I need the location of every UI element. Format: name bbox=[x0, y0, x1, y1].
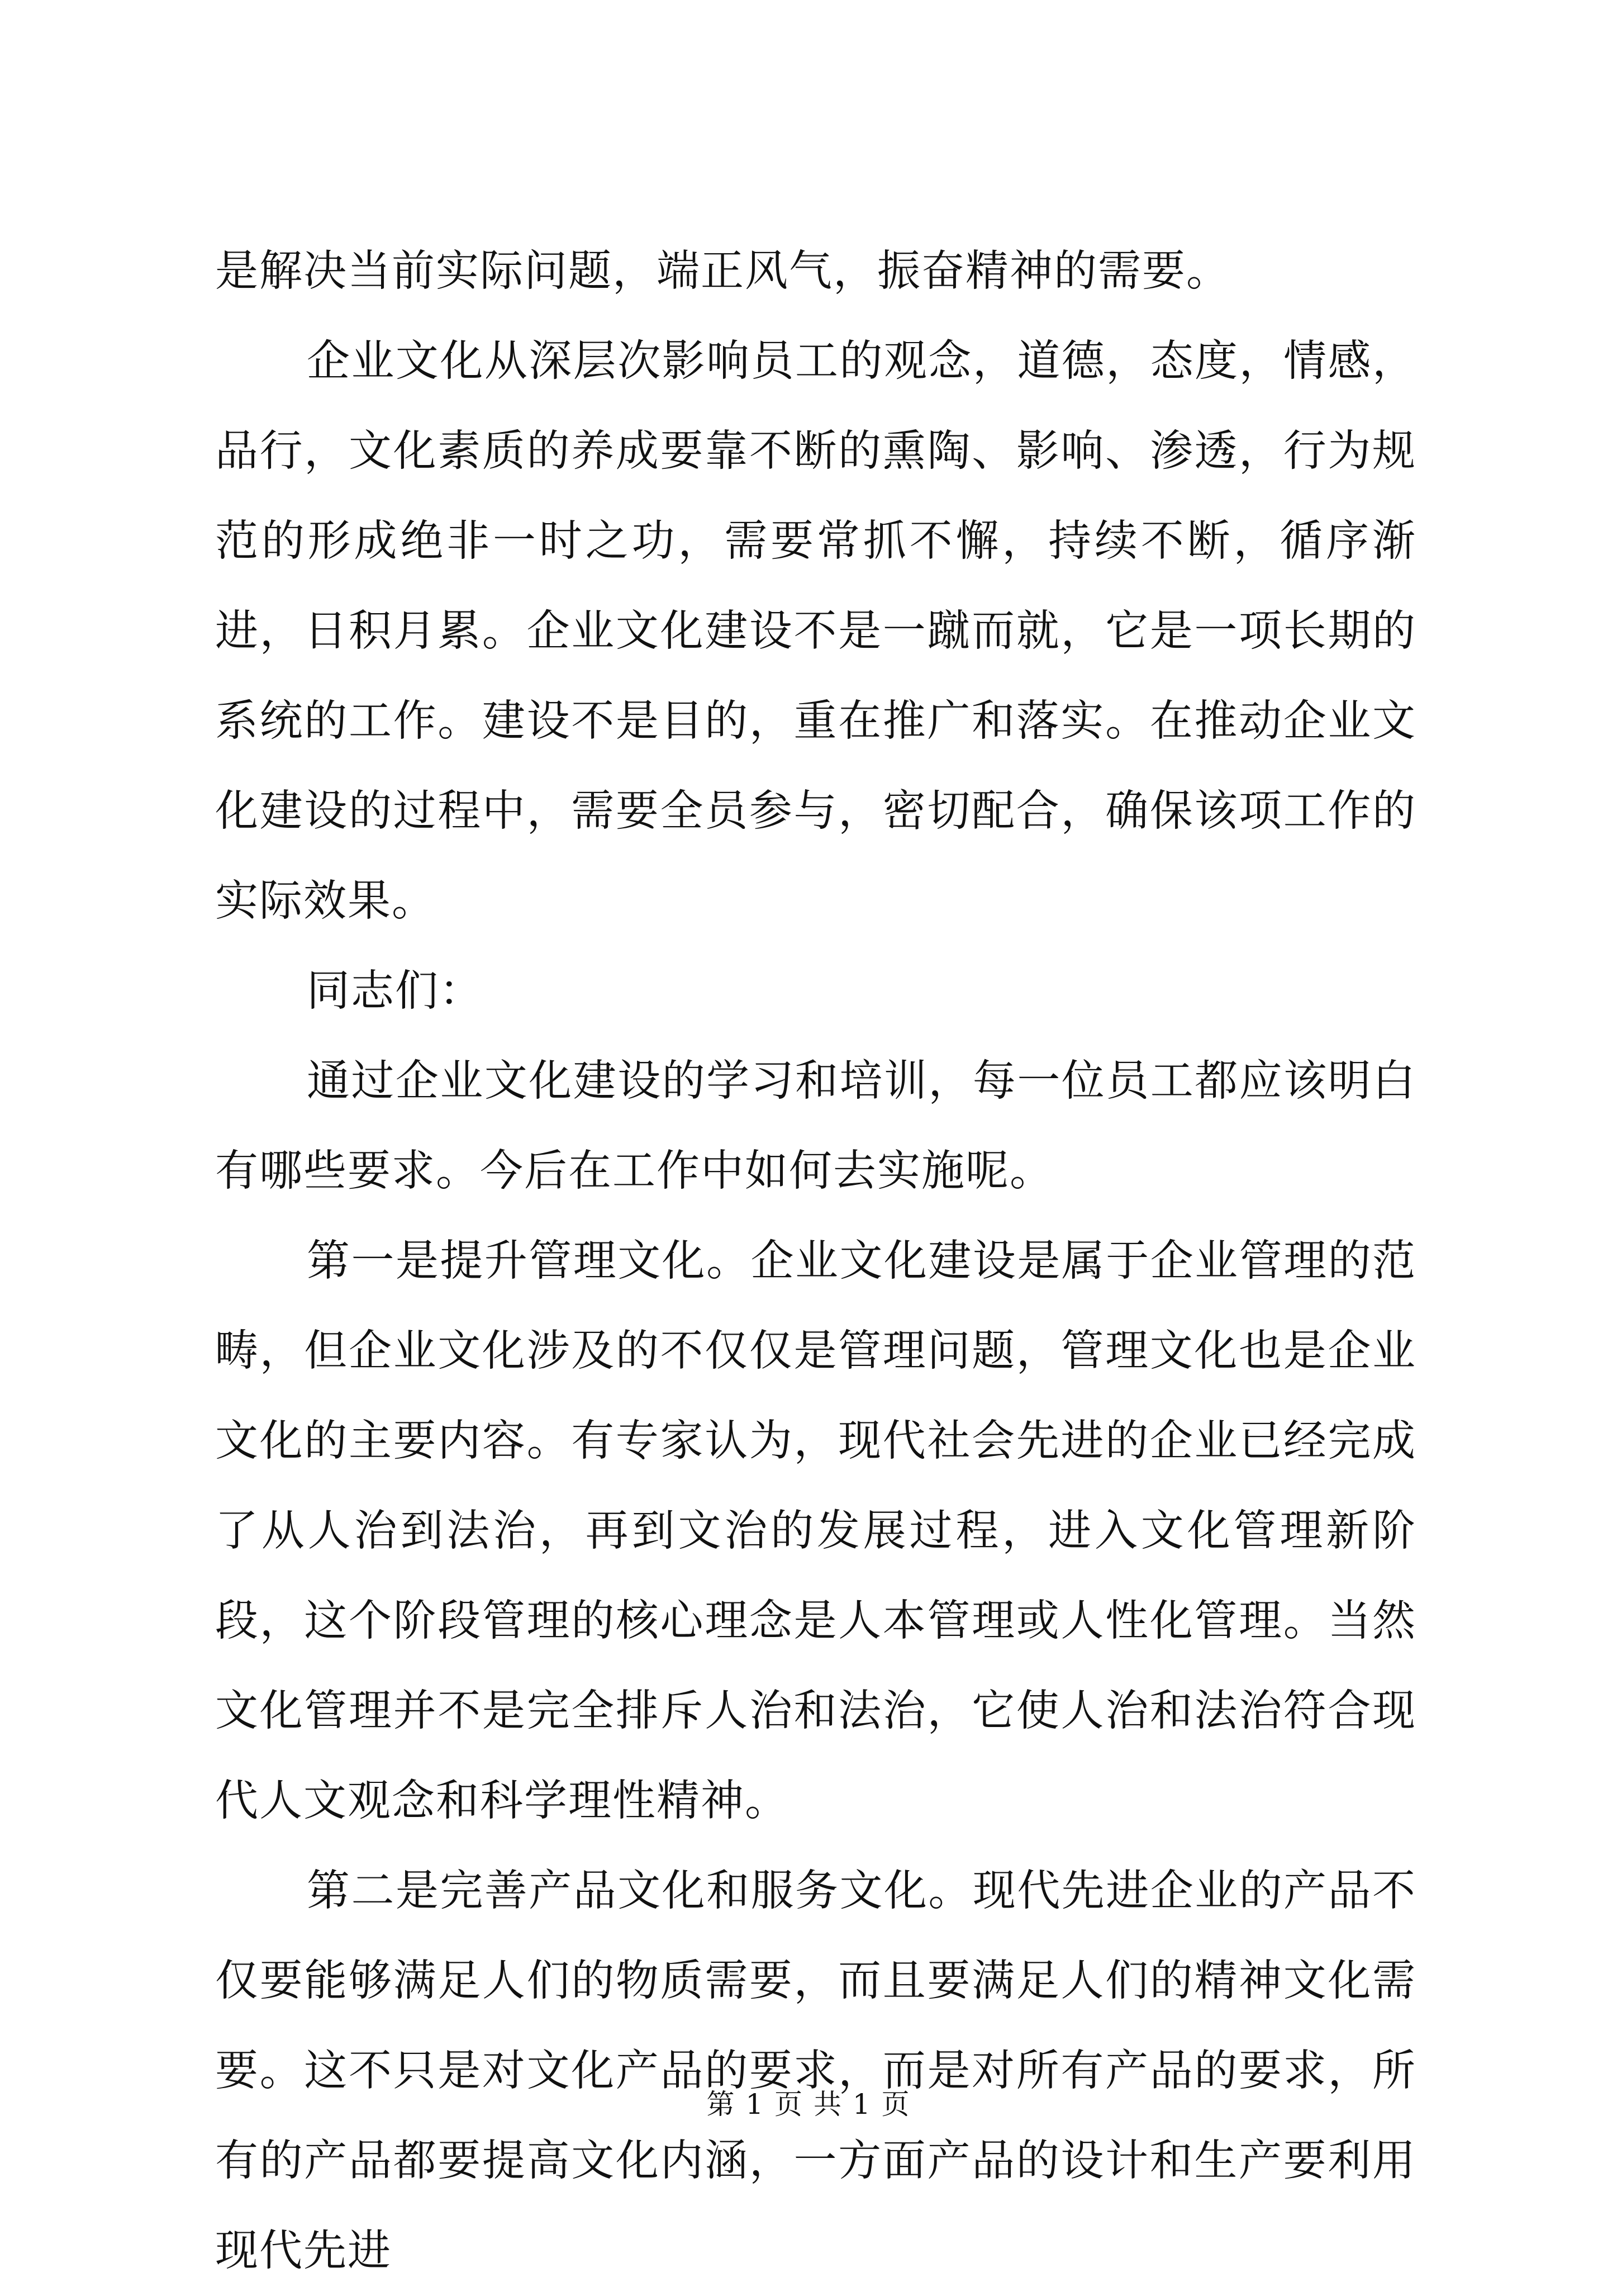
paragraph: 企业文化从深层次影响员工的观念，道德，态度，情感，品行，文化素质的养成要靠不断的熏陶、影响、渗透，行为规范的形成绝非一时之功，需要常抓不懈，持续不断，循序渐进，日积月累。企业文化建设不是一蹴而就，它是一项长期的系统的工作。建设不是目的，重在推广和落实。在推动企业文化建设的过程中，需要全员参与，密切配合，确保该项工作的实际效果。 bbox=[215, 336, 1416, 926]
body-text bbox=[215, 226, 1416, 2296]
page-footer: 第 1 页 共 1 页 bbox=[706, 2088, 911, 2121]
paragraph: 第二是完善产品文化和服务文化。现代先进企业的产品不仅要能够满足人们的物质需要，而且要满足人们的精神文化需要。这不只是对文化产品的要求，而是对所有产品的要求，所有的产品都要提高文化内涵，一方面产品的设计和生产要利用现代先进 bbox=[215, 1866, 1416, 2276]
paragraph: 通过企业文化建设的学习和培训，每一位员工都应该明白有哪些要求。今后在工作中如何去实施呢。 bbox=[215, 1056, 1416, 1196]
paragraph: 同志们： bbox=[307, 966, 483, 1016]
paragraph: 是解决当前实际问题，端正风气，振奋精神的需要。 bbox=[215, 246, 1230, 296]
paragraph: 第一是提升管理文化。企业文化建设是属于企业管理的范畴，但企业文化涉及的不仅仅是管理问题，管理文化也是企业文化的主要内容。有专家认为，现代社会先进的企业已经完成了从人治到法治，再到文治的发展过程，进入文化管理新阶段，这个阶段管理的核心理念是人本管理或人性化管理。当然文化管理并不是完全排斥人治和法治，它使人治和法治符合现代人文观念和科学理性精神。 bbox=[215, 1236, 1416, 1826]
